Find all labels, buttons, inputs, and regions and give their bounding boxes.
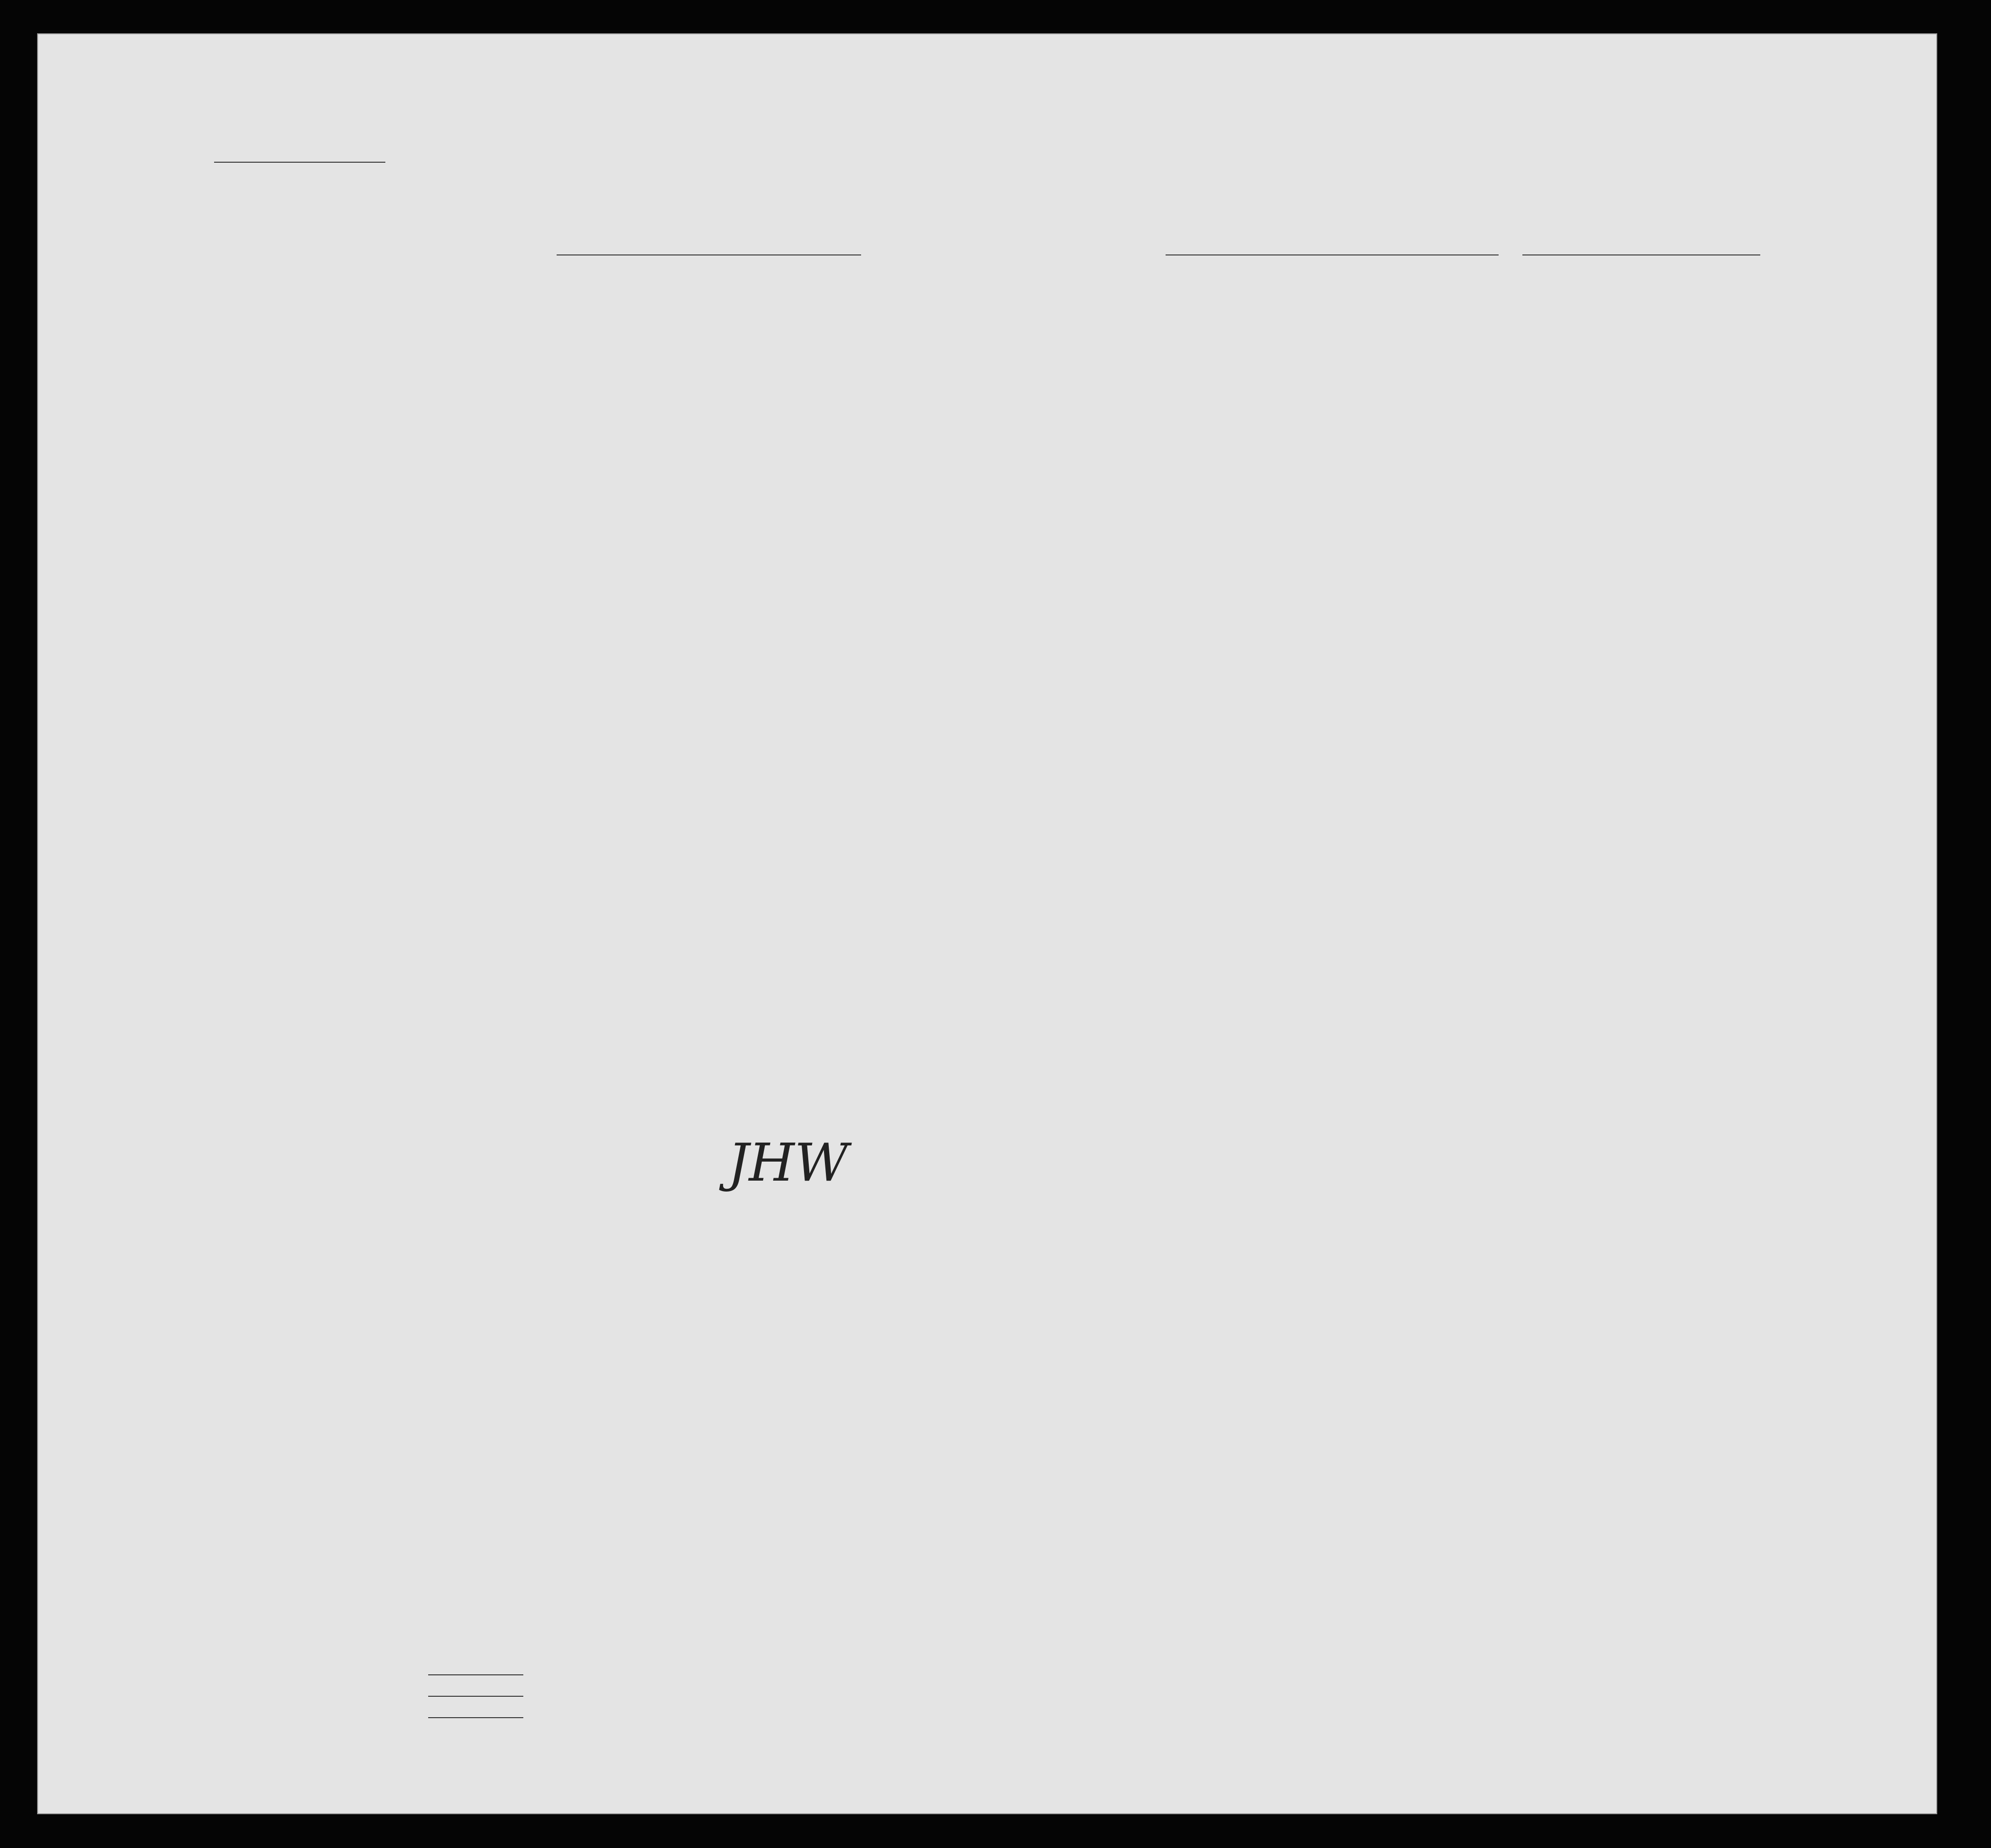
footer-line-1 bbox=[428, 1674, 523, 1675]
footer-line-3 bbox=[428, 1717, 523, 1718]
ship-underline bbox=[557, 254, 861, 255]
purser-signature: JHW bbox=[728, 1132, 849, 1193]
manifest-sheet bbox=[37, 33, 1937, 1814]
list-underline bbox=[214, 162, 385, 163]
footer-line-2 bbox=[428, 1696, 523, 1697]
port-underline bbox=[1166, 254, 1499, 255]
date-underline bbox=[1522, 254, 1760, 255]
